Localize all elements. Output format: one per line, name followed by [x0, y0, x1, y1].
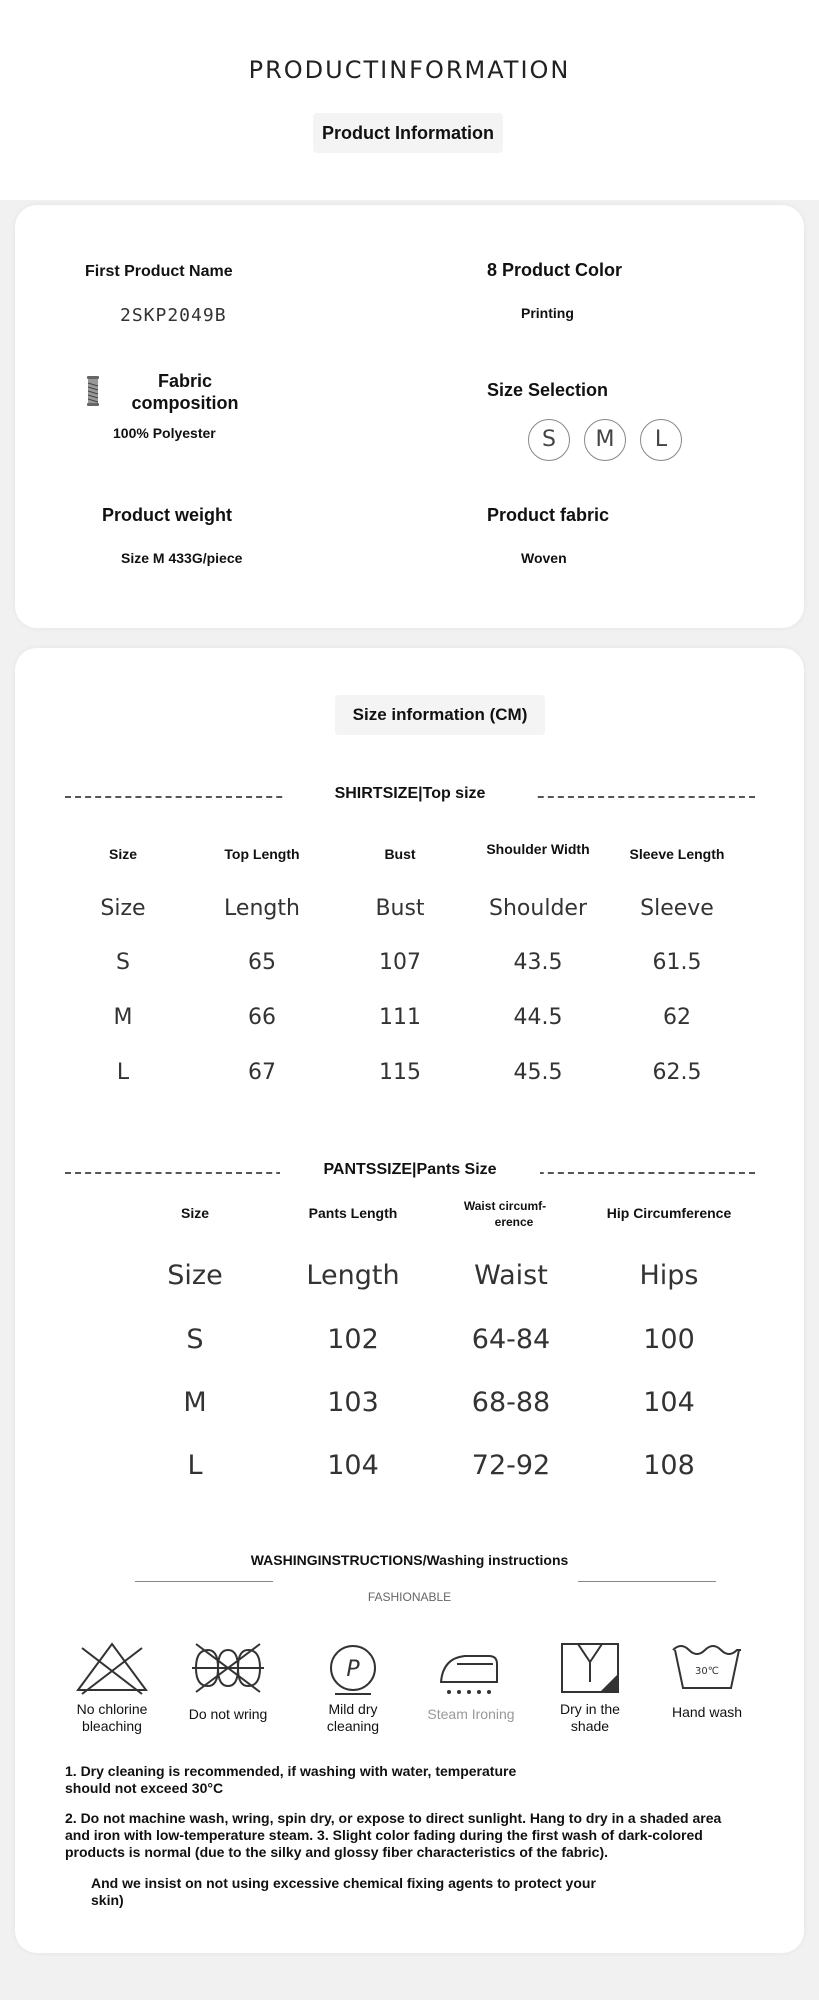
- pants-sub-length: Length: [306, 1260, 400, 1291]
- shirt-row-s-size: S: [116, 950, 130, 975]
- pants-size-title: PANTSSIZE|Pants Size: [280, 1161, 540, 1179]
- hand-wash-label: Hand wash: [671, 1704, 743, 1720]
- pants-header-waist-line2: erence: [494, 1215, 534, 1229]
- product-info-card: [15, 205, 804, 628]
- washing-subtitle: FASHIONABLE: [367, 1590, 452, 1604]
- washing-note-2-line2: and iron with low-temperature steam. 3. Slight color fading during the first wash of dark-colored: [65, 1827, 703, 1843]
- steam-iron-label: Steam Ironing: [427, 1706, 515, 1722]
- pants-sub-waist: Waist: [474, 1260, 548, 1291]
- size-info-card: [15, 648, 804, 1953]
- no-wring-label: Do not wring: [188, 1706, 268, 1722]
- dry-in-shade-label-line1: Dry in the: [560, 1701, 620, 1717]
- no-bleach-label-line1: No chlorine: [76, 1701, 148, 1717]
- page-title: PRODUCTINFORMATION: [248, 56, 571, 84]
- shirt-row-l-length: 67: [248, 1060, 276, 1085]
- fabric-label-line1: Fabric: [157, 371, 213, 391]
- pants-row-s-size: S: [186, 1324, 204, 1355]
- no-bleach-label: [57, 1701, 167, 1735]
- shirt-row-m-sleeve: 62: [663, 1005, 691, 1030]
- washing-note-3-line2: skin): [91, 1892, 124, 1908]
- shirt-header-sleeve: Sleeve Length: [629, 846, 725, 862]
- dry-clean-letter: P: [346, 1657, 360, 1682]
- no-bleach-icon: [72, 1640, 152, 1696]
- washing-note-1-line1: 1. Dry cleaning is recommended, if washing with water, temperature: [65, 1763, 517, 1779]
- shirt-row-l-bust: 115: [379, 1060, 421, 1085]
- hand-wash-icon: [667, 1640, 747, 1696]
- shirt-header-shoulder: Shoulder Width: [486, 841, 590, 857]
- size-option-s[interactable]: S: [528, 419, 570, 461]
- pants-header-size: Size: [180, 1205, 209, 1221]
- page-header: [0, 0, 819, 200]
- pants-row-m-size: M: [183, 1387, 207, 1418]
- pants-sub-size: Size: [167, 1260, 223, 1291]
- first-product-name-label: First Product Name: [85, 263, 233, 280]
- mild-dry-clean-label: [298, 1701, 408, 1735]
- hand-wash-temp: 30℃: [695, 1666, 719, 1677]
- shirt-row-s-shoulder: 43.5: [513, 950, 563, 975]
- pants-header-waist-line1: Waist circumf-: [463, 1199, 547, 1213]
- washing-note-3: [91, 1875, 596, 1909]
- mild-dry-clean-label-line1: Mild dry: [328, 1701, 378, 1717]
- shirt-header-size: Size: [108, 846, 137, 862]
- first-product-name-value: 2SKP2049B: [120, 305, 227, 326]
- fabric-composition-label: [115, 370, 255, 414]
- dry-in-shade-label: [535, 1701, 645, 1735]
- washing-note-1: [65, 1763, 516, 1797]
- product-fabric-label: Product fabric: [487, 505, 610, 525]
- section-subtitle: Product Information: [313, 113, 503, 153]
- pants-header-length: Pants Length: [308, 1205, 398, 1221]
- shirt-row-m-size: M: [113, 1005, 133, 1030]
- pants-row-m-waist: 68-88: [471, 1387, 551, 1418]
- washing-note-2-line3: products is normal (due to the silky and glossy fiber characteristics of the fabric).: [65, 1844, 609, 1860]
- shirt-size-title: SHIRTSIZE|Top size: [285, 785, 535, 803]
- shirt-row-l-sleeve: 62.5: [652, 1060, 702, 1085]
- pants-row-m-hips: 104: [643, 1387, 695, 1418]
- shirt-row-s-length: 65: [248, 950, 276, 975]
- shirt-row-m-bust: 111: [379, 1005, 421, 1030]
- fabric-composition-value: 100% Polyester: [113, 425, 216, 441]
- product-weight-label: Product weight: [102, 505, 232, 525]
- pants-header-hip: Hip Circumference: [606, 1205, 732, 1221]
- washing-note-2: [65, 1810, 721, 1861]
- fabric-label-line2: composition: [131, 393, 239, 413]
- pants-row-l-size: L: [187, 1450, 203, 1481]
- dry-in-shade-label-line2: shade: [570, 1718, 610, 1734]
- product-color-label: 8 Product Color: [487, 260, 623, 280]
- pants-row-l-waist: 72-92: [471, 1450, 551, 1481]
- shirt-row-m-shoulder: 44.5: [513, 1005, 563, 1030]
- shirt-row-l-shoulder: 45.5: [513, 1060, 563, 1085]
- washing-title: WASHINGINSTRUCTIONS/Washing instructions: [250, 1552, 569, 1568]
- shirt-header-length: Top Length: [224, 846, 300, 862]
- shirt-sub-sleeve: Sleeve: [640, 896, 714, 921]
- washing-note-1-line2: should not exceed 30°C: [65, 1780, 224, 1796]
- shirt-sub-length: Length: [224, 896, 300, 921]
- washing-note-3-line1: And we insist on not using excessive chemical fixing agents to protect your: [91, 1875, 596, 1891]
- pants-row-s-hips: 100: [643, 1324, 695, 1355]
- pants-row-s-length: 102: [327, 1324, 379, 1355]
- size-selection-label: Size Selection: [487, 380, 609, 400]
- pants-row-l-length: 104: [327, 1450, 379, 1481]
- washing-rule-right: [578, 1581, 716, 1582]
- size-option-m[interactable]: M: [584, 419, 626, 461]
- no-bleach-label-line2: bleaching: [82, 1718, 142, 1734]
- size-option-l[interactable]: L: [640, 419, 682, 461]
- pants-row-l-hips: 108: [643, 1450, 695, 1481]
- shirt-sub-bust: Bust: [375, 896, 425, 921]
- mild-dry-clean-icon: [313, 1640, 393, 1696]
- pants-row-m-length: 103: [327, 1387, 379, 1418]
- steam-iron-icon: [431, 1640, 511, 1696]
- thread-spool-icon: [85, 375, 101, 407]
- size-info-title: Size information (CM): [335, 695, 545, 735]
- shirt-header-bust: Bust: [384, 846, 416, 862]
- pants-sub-hips: Hips: [639, 1260, 699, 1291]
- product-weight-value: Size M 433G/piece: [121, 550, 243, 566]
- shirt-sub-size: Size: [100, 896, 146, 921]
- no-wring-icon: [188, 1640, 268, 1696]
- dry-in-shade-icon: [550, 1640, 630, 1696]
- shirt-sub-shoulder: Shoulder: [489, 896, 587, 921]
- product-fabric-value: Woven: [521, 550, 567, 566]
- washing-note-2-line1: 2. Do not machine wash, wring, spin dry, or expose to direct sunlight. Hang to dry in a shaded area: [65, 1810, 722, 1826]
- mild-dry-clean-label-line2: cleaning: [326, 1718, 380, 1734]
- washing-rule-left: [135, 1581, 273, 1582]
- shirt-row-m-length: 66: [248, 1005, 276, 1030]
- shirt-row-s-sleeve: 61.5: [652, 950, 702, 975]
- product-color-value: Printing: [521, 305, 574, 321]
- pants-row-s-waist: 64-84: [471, 1324, 551, 1355]
- shirt-row-l-size: L: [116, 1060, 130, 1085]
- shirt-row-s-bust: 107: [379, 950, 421, 975]
- pants-header-waist: [425, 1198, 585, 1230]
